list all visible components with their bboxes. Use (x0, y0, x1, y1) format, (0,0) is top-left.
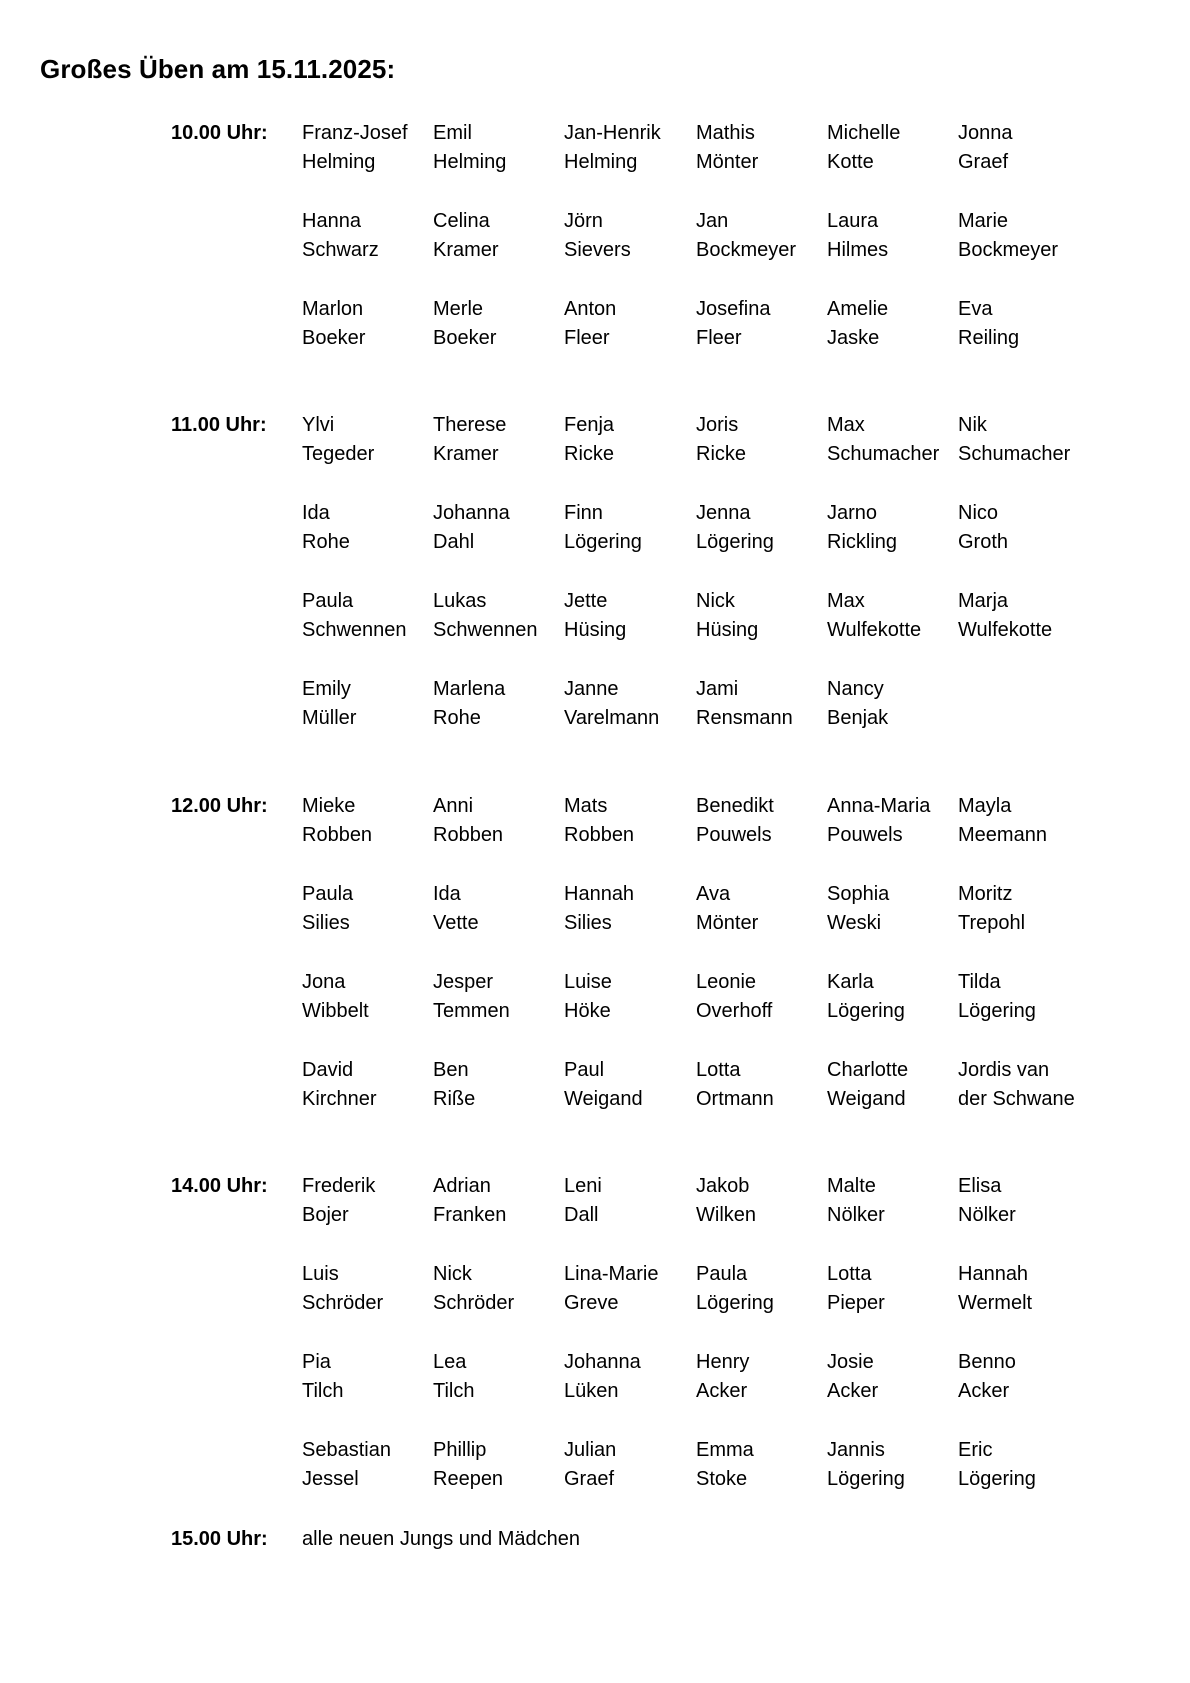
first-name: Jette (564, 590, 608, 612)
last-name: Lögering (827, 1000, 905, 1022)
participant (433, 119, 563, 177)
first-name: Mathis (696, 122, 755, 144)
last-name: Kramer (433, 443, 499, 465)
first-name: Jenna (696, 502, 751, 524)
last-name: Acker (958, 1380, 1010, 1402)
participant (827, 880, 957, 938)
last-name: Riße (433, 1088, 476, 1110)
first-name: Jona (302, 971, 346, 993)
last-name: Dahl (433, 531, 475, 553)
slot-time: 11.00 Uhr: (171, 414, 267, 436)
last-name: Vette (433, 912, 479, 934)
participant (827, 1348, 957, 1406)
participant (958, 1436, 1088, 1494)
first-name: Tilda (958, 971, 1001, 993)
last-name: Robben (564, 824, 635, 846)
last-name: Reiling (958, 327, 1020, 349)
participant-row (0, 792, 1190, 852)
last-name: Lögering (827, 1468, 905, 1490)
last-name: Tilch (433, 1380, 475, 1402)
participant-row (0, 1260, 1190, 1320)
first-name: Eric (958, 1439, 993, 1461)
last-name: Reepen (433, 1468, 504, 1490)
last-name: der Schwane (958, 1088, 1075, 1110)
last-name: Greve (564, 1292, 619, 1314)
first-name: Marlon (302, 298, 364, 320)
last-name: Rohe (433, 707, 481, 729)
participant-row (0, 1056, 1190, 1116)
participant (696, 968, 826, 1026)
last-name: Silies (564, 912, 612, 934)
first-name: Hanna (302, 210, 361, 232)
last-name: Graef (958, 151, 1009, 173)
participant (958, 1348, 1088, 1406)
first-name: Ylvi (302, 414, 335, 436)
first-name: Franz-Josef (302, 122, 408, 144)
participant-row (0, 675, 1190, 735)
first-name: Josefina (696, 298, 771, 320)
first-name: Phillip (433, 1439, 487, 1461)
first-name: Jannis (827, 1439, 885, 1461)
first-name: Karla (827, 971, 874, 993)
participant (696, 1172, 826, 1230)
first-name: Marlena (433, 678, 506, 700)
participant (433, 675, 563, 733)
participant (958, 880, 1088, 938)
slot-time: 10.00 Uhr: (171, 122, 268, 144)
participant (696, 587, 826, 645)
participant (827, 207, 957, 265)
first-name: Jonna (958, 122, 1013, 144)
participant (564, 119, 694, 177)
last-name: Bockmeyer (958, 239, 1059, 261)
participant (433, 792, 563, 850)
first-name: Mats (564, 795, 608, 817)
first-name: Henry (696, 1351, 750, 1373)
first-name: Lotta (827, 1263, 872, 1285)
last-name: Schröder (302, 1292, 384, 1314)
first-name: Moritz (958, 883, 1013, 905)
participant (958, 295, 1088, 353)
participant (564, 1260, 694, 1318)
participant (958, 1260, 1088, 1318)
slot-time: 15.00 Uhr: (171, 1528, 268, 1550)
last-name: Lögering (564, 531, 642, 553)
last-name: Weski (827, 912, 882, 934)
last-name: Overhoff (696, 1000, 773, 1022)
first-name: Ida (302, 502, 330, 524)
last-name: Temmen (433, 1000, 510, 1022)
last-name: Höke (564, 1000, 611, 1022)
last-name: Pouwels (696, 824, 772, 846)
last-name: Schumacher (827, 443, 940, 465)
participant (302, 1172, 432, 1230)
participant (433, 968, 563, 1026)
participant (564, 411, 694, 469)
first-name: Johanna (433, 502, 510, 524)
last-name: Meemann (958, 824, 1047, 846)
last-name: Helming (302, 151, 376, 173)
participant (564, 295, 694, 353)
participant (302, 880, 432, 938)
last-name: Schröder (433, 1292, 515, 1314)
last-name: Ricke (696, 443, 747, 465)
first-name: Finn (564, 502, 603, 524)
participant (827, 1260, 957, 1318)
first-name: Paula (696, 1263, 748, 1285)
participant (696, 295, 826, 353)
participant-row (0, 119, 1190, 179)
participant (958, 587, 1088, 645)
last-name: Lüken (564, 1380, 619, 1402)
slot-time: 12.00 Uhr: (171, 795, 268, 817)
last-name: Fleer (696, 327, 742, 349)
participant (564, 1348, 694, 1406)
last-name: Sievers (564, 239, 631, 261)
participant (564, 792, 694, 850)
first-name: Malte (827, 1175, 876, 1197)
participant (302, 1260, 432, 1318)
participant (827, 1056, 957, 1114)
participant (564, 675, 694, 733)
participant (564, 499, 694, 557)
first-name: Julian (564, 1439, 617, 1461)
participant (827, 968, 957, 1026)
last-name: Stoke (696, 1468, 748, 1490)
first-name: Lina-Marie (564, 1263, 659, 1285)
participant (696, 1436, 826, 1494)
participant (302, 1056, 432, 1114)
last-name: Pouwels (827, 824, 903, 846)
first-name: Sophia (827, 883, 890, 905)
last-name: Jaske (827, 327, 880, 349)
participant (433, 1260, 563, 1318)
last-name: Boeker (302, 327, 366, 349)
last-name: Graef (564, 1468, 615, 1490)
first-name: Ida (433, 883, 461, 905)
slot-note: alle neuen Jungs und Mädchen (302, 1528, 580, 1550)
participant (302, 499, 432, 557)
last-name: Tegeder (302, 443, 375, 465)
first-name: Paula (302, 883, 354, 905)
first-name: Paul (564, 1059, 605, 1081)
last-name: Helming (433, 151, 507, 173)
last-name: Mönter (696, 151, 759, 173)
first-name: Celina (433, 210, 490, 232)
last-name: Lögering (696, 531, 774, 553)
first-name: Max (827, 414, 865, 436)
last-name: Bojer (302, 1204, 349, 1226)
first-name: Therese (433, 414, 507, 436)
last-name: Wulfekotte (958, 619, 1053, 641)
participant (433, 1348, 563, 1406)
participant (433, 880, 563, 938)
last-name: Kirchner (302, 1088, 377, 1110)
first-name: Paula (302, 590, 354, 612)
last-name: Schumacher (958, 443, 1071, 465)
last-name: Weigand (827, 1088, 906, 1110)
first-name: Anna-Maria (827, 795, 931, 817)
first-name: Benno (958, 1351, 1016, 1373)
participant (696, 880, 826, 938)
participant (827, 411, 957, 469)
participant (827, 587, 957, 645)
participant-row (0, 1172, 1190, 1232)
first-name: Charlotte (827, 1059, 909, 1081)
page-title: Großes Üben am 15.11.2025: (40, 54, 396, 84)
first-name: Jakob (696, 1175, 750, 1197)
last-name: Trepohl (958, 912, 1026, 934)
participant (564, 1172, 694, 1230)
first-name: Marja (958, 590, 1009, 612)
first-name: Anni (433, 795, 474, 817)
participant-row (0, 207, 1190, 267)
participant-row (0, 411, 1190, 471)
first-name: Jami (696, 678, 739, 700)
participant (302, 1348, 432, 1406)
last-name: Ricke (564, 443, 615, 465)
first-name: Leonie (696, 971, 757, 993)
first-name: Merle (433, 298, 484, 320)
first-name: Ben (433, 1059, 469, 1081)
first-name: Nico (958, 502, 999, 524)
participant (433, 207, 563, 265)
participant (433, 587, 563, 645)
first-name: Lea (433, 1351, 467, 1373)
participant (827, 1436, 957, 1494)
first-name: Ava (696, 883, 731, 905)
first-name: Mieke (302, 795, 356, 817)
participant (958, 411, 1088, 469)
participant (302, 119, 432, 177)
participant-row (0, 1436, 1190, 1496)
first-name: Jan-Henrik (564, 122, 661, 144)
participant (827, 1172, 957, 1230)
participant (827, 675, 957, 733)
last-name: Benjak (827, 707, 889, 729)
first-name: Eva (958, 298, 993, 320)
first-name: Mayla (958, 795, 1012, 817)
participant-row (0, 587, 1190, 647)
first-name: Nick (433, 1263, 472, 1285)
first-name: Nik (958, 414, 987, 436)
first-name: Adrian (433, 1175, 491, 1197)
last-name: Silies (302, 912, 350, 934)
participant (958, 792, 1088, 850)
last-name: Rensmann (696, 707, 793, 729)
participant (958, 499, 1088, 557)
participant-row (0, 295, 1190, 355)
first-name: Josie (827, 1351, 874, 1373)
first-name: Marie (958, 210, 1009, 232)
last-name: Nölker (827, 1204, 885, 1226)
first-name: Frederik (302, 1175, 376, 1197)
last-name: Tilch (302, 1380, 344, 1402)
last-name: Pieper (827, 1292, 885, 1314)
last-name: Fleer (564, 327, 610, 349)
last-name: Dall (564, 1204, 599, 1226)
slot-time: 14.00 Uhr: (171, 1175, 268, 1197)
participant (302, 675, 432, 733)
last-name: Schwennen (433, 619, 538, 641)
first-name: Jarno (827, 502, 878, 524)
last-name: Acker (696, 1380, 748, 1402)
last-name: Müller (302, 707, 357, 729)
participant (564, 207, 694, 265)
first-name: Joris (696, 414, 739, 436)
last-name: Robben (433, 824, 504, 846)
participant (302, 411, 432, 469)
last-name: Robben (302, 824, 373, 846)
first-name: Emil (433, 122, 472, 144)
participant (433, 411, 563, 469)
participant (302, 207, 432, 265)
last-name: Hilmes (827, 239, 889, 261)
last-name: Schwarz (302, 239, 379, 261)
last-name: Ortmann (696, 1088, 774, 1110)
first-name: Fenja (564, 414, 615, 436)
first-name: Lotta (696, 1059, 741, 1081)
participant (696, 1260, 826, 1318)
first-name: Pia (302, 1351, 331, 1373)
participant (433, 1056, 563, 1114)
participant (958, 119, 1088, 177)
first-name: Emily (302, 678, 351, 700)
participant (696, 1056, 826, 1114)
last-name: Nölker (958, 1204, 1016, 1226)
first-name: Benedikt (696, 795, 774, 817)
participant (958, 1172, 1088, 1230)
participant (302, 295, 432, 353)
participant (564, 1436, 694, 1494)
first-name: Leni (564, 1175, 602, 1197)
participant (302, 1436, 432, 1494)
participant (433, 499, 563, 557)
first-name: David (302, 1059, 354, 1081)
last-name: Hüsing (696, 619, 759, 641)
first-name: Luis (302, 1263, 339, 1285)
first-name: Luise (564, 971, 612, 993)
participant (696, 675, 826, 733)
first-name: Janne (564, 678, 619, 700)
first-name: Elisa (958, 1175, 1002, 1197)
participant (696, 792, 826, 850)
last-name: Lögering (696, 1292, 774, 1314)
participant (696, 411, 826, 469)
first-name: Jordis van (958, 1059, 1050, 1081)
last-name: Kramer (433, 239, 499, 261)
first-name: Hannah (958, 1263, 1029, 1285)
participant (827, 499, 957, 557)
last-name: Kotte (827, 151, 874, 173)
first-name: Emma (696, 1439, 754, 1461)
last-name: Wermelt (958, 1292, 1033, 1314)
first-name: Laura (827, 210, 879, 232)
participant (958, 968, 1088, 1026)
participant (433, 1436, 563, 1494)
last-name: Lögering (958, 1000, 1036, 1022)
first-name: Jan (696, 210, 729, 232)
last-name: Lögering (958, 1468, 1036, 1490)
last-name: Hüsing (564, 619, 627, 641)
first-name: Jesper (433, 971, 494, 993)
participant-row (0, 968, 1190, 1028)
participant (696, 119, 826, 177)
first-name: Jörn (564, 210, 603, 232)
participant (958, 1056, 1088, 1114)
participant (696, 499, 826, 557)
last-name: Mönter (696, 912, 759, 934)
participant (564, 880, 694, 938)
participant (827, 295, 957, 353)
participant (564, 1056, 694, 1114)
participant (302, 792, 432, 850)
participant (564, 968, 694, 1026)
last-name: Boeker (433, 327, 497, 349)
first-name: Max (827, 590, 865, 612)
last-name: Wibbelt (302, 1000, 369, 1022)
last-name: Acker (827, 1380, 879, 1402)
last-name: Jessel (302, 1468, 359, 1490)
last-name: Wilken (696, 1204, 757, 1226)
first-name: Michelle (827, 122, 901, 144)
last-name: Varelmann (564, 707, 660, 729)
participant (827, 792, 957, 850)
first-name: Amelie (827, 298, 889, 320)
participant (564, 587, 694, 645)
last-name: Franken (433, 1204, 507, 1226)
participant (696, 207, 826, 265)
participant (827, 119, 957, 177)
last-name: Rohe (302, 531, 350, 553)
first-name: Nick (696, 590, 735, 612)
first-name: Nancy (827, 678, 884, 700)
participant (958, 207, 1088, 265)
participant-row (0, 1348, 1190, 1408)
participant-row (0, 499, 1190, 559)
participant-row (0, 880, 1190, 940)
last-name: Helming (564, 151, 638, 173)
last-name: Rickling (827, 531, 898, 553)
last-name: Schwennen (302, 619, 407, 641)
participant (433, 295, 563, 353)
participant (433, 1172, 563, 1230)
participant (302, 968, 432, 1026)
first-name: Hannah (564, 883, 635, 905)
first-name: Sebastian (302, 1439, 391, 1461)
first-name: Anton (564, 298, 617, 320)
participant (696, 1348, 826, 1406)
last-name: Groth (958, 531, 1009, 553)
first-name: Lukas (433, 590, 487, 612)
first-name: Johanna (564, 1351, 641, 1373)
participant (302, 587, 432, 645)
last-name: Wulfekotte (827, 619, 922, 641)
last-name: Bockmeyer (696, 239, 797, 261)
last-name: Weigand (564, 1088, 643, 1110)
